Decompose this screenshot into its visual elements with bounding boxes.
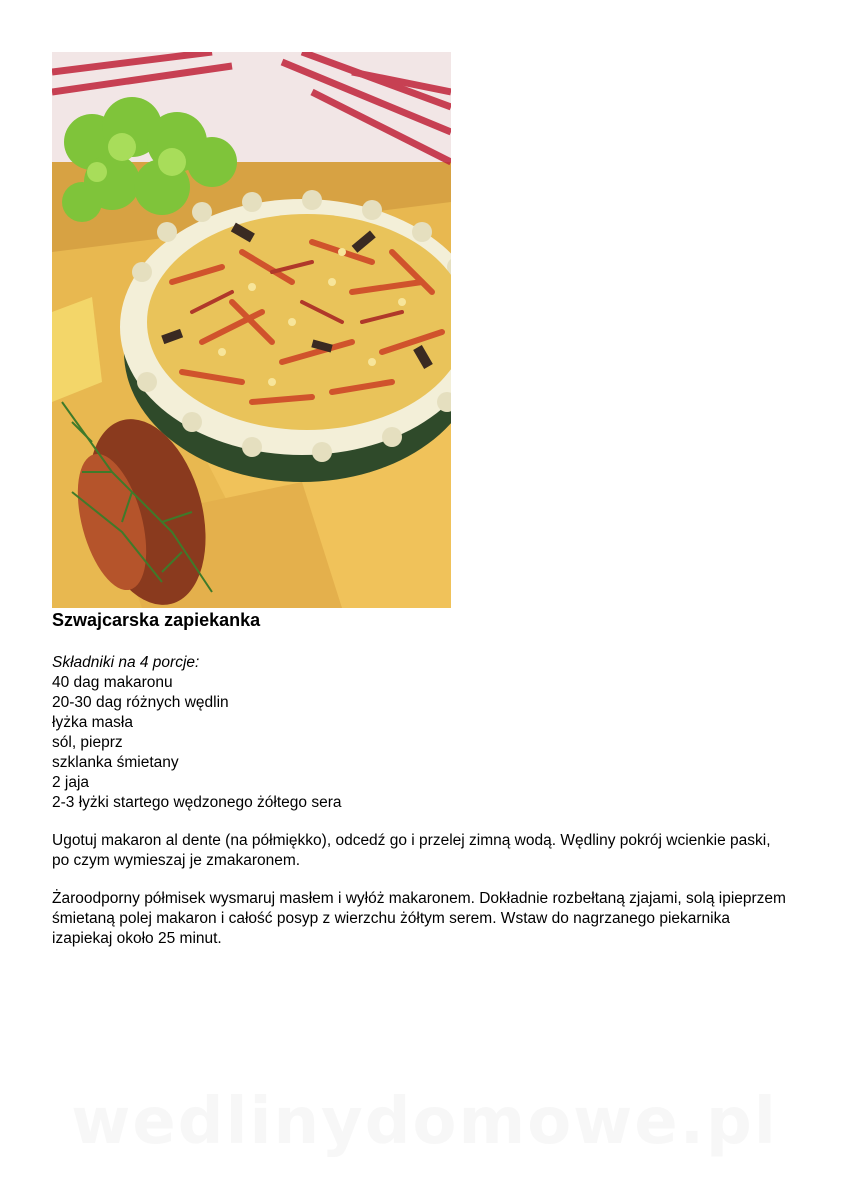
ingredient-item: szklanka śmietany [52,754,179,771]
ingredient-item: 20-30 dag różnych wędlin [52,694,229,711]
ingredient-item: sól, pieprz [52,734,123,751]
recipe-title: Szwajcarska zapiekanka [52,610,261,630]
recipe-photo [52,52,451,608]
ingredient-item: łyżka masła [52,714,133,731]
ingredient-item: 2 jaja [52,774,90,791]
ingredient-item: 2-3 łyżki startego wędzonego żółtego sera [52,794,342,811]
instructions-paragraph-1: Ugotuj makaron al dente (na półmiękko), odcedź go i przelej zimną wodą. Wędliny pokrój wcienkie paski, po czym wymieszaj je zmakaronem. [52,832,771,869]
instructions-paragraph-2: Żaroodporny półmisek wysmaruj masłem i wyłóż makaronem. Dokładnie rozbełtaną zjajami, solą ipieprzem śmietaną polej makaron i całość posyp z wierzchu żółtym serem. Wstaw do nagrzanego piekarnika izapiekaj około 25 minut. [52,890,786,947]
ingredients-intro: Składniki na 4 porcje: [52,654,200,671]
site-watermark: wedlinydomowe.pl [71,1085,778,1159]
ingredients-list [52,653,342,813]
ingredient-item: 40 dag makaronu [52,674,173,691]
